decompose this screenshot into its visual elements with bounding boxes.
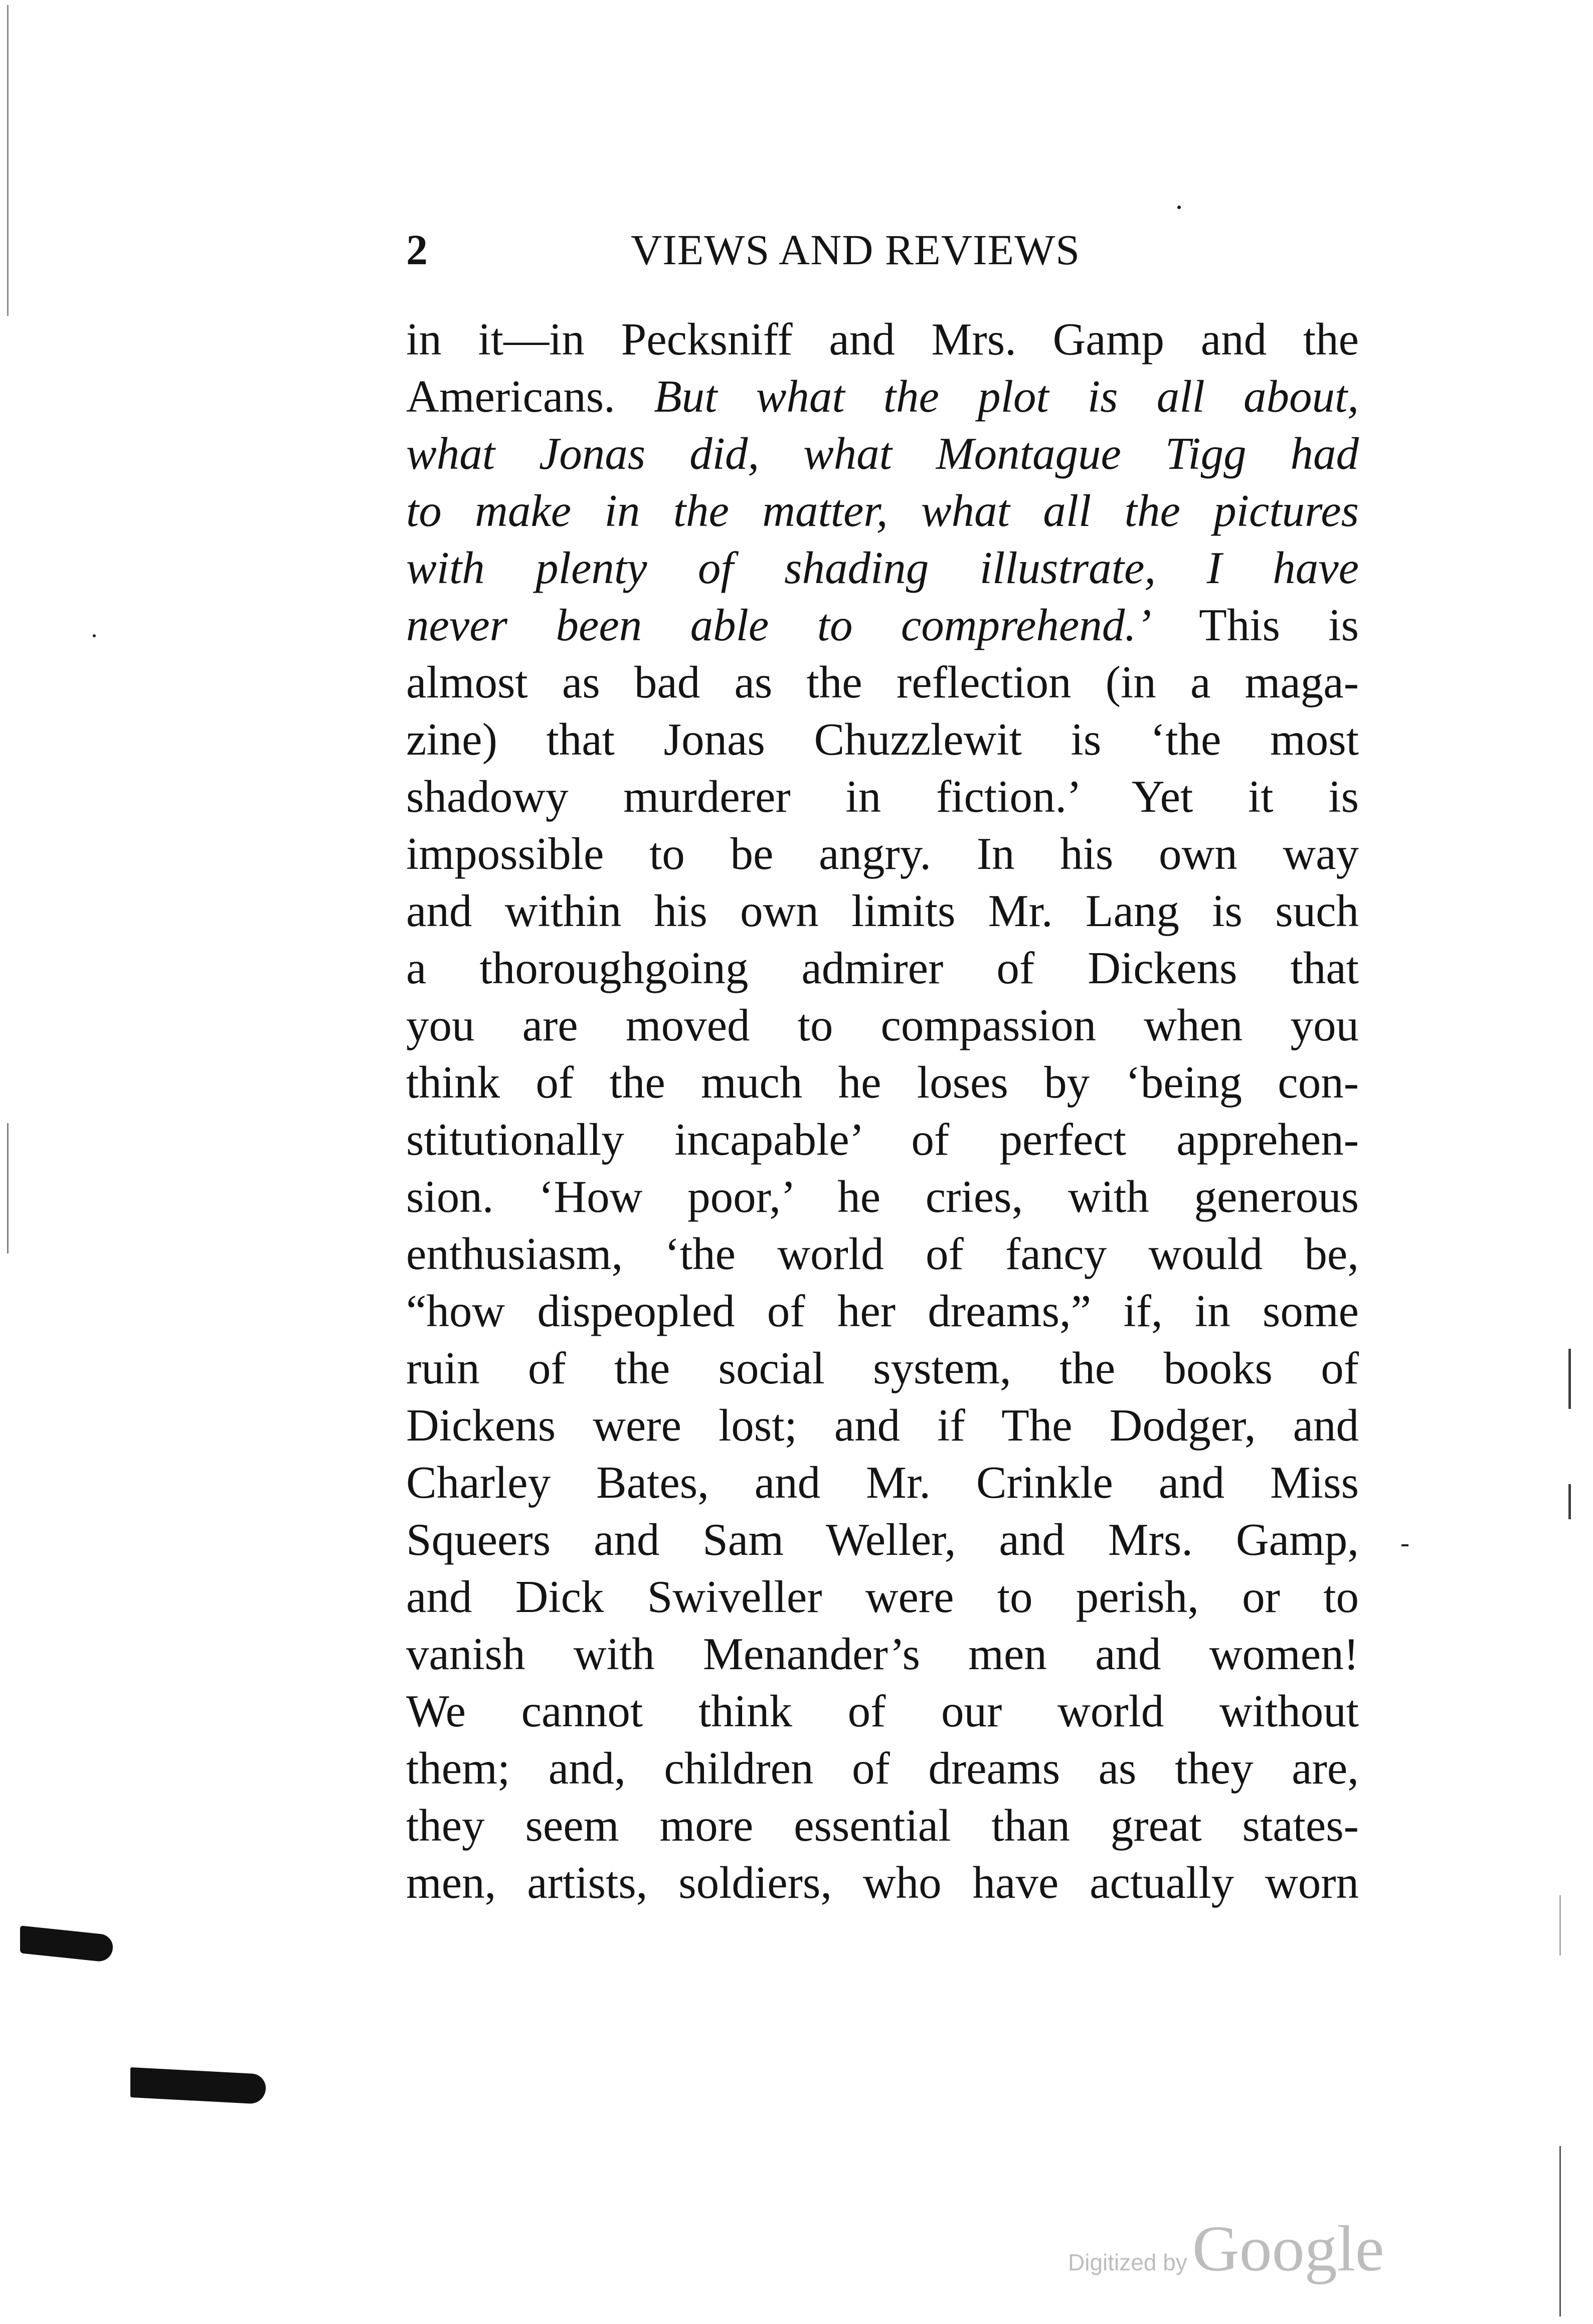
scan-edge-line-right-mid (1568, 1484, 1571, 1519)
text-line: Squeers and Sam Weller, and Mrs. Gamp, (406, 1514, 1359, 1565)
text-line: We cannot think of our world without (406, 1686, 1359, 1736)
text-line: Charley Bates, and Mr. Crinkle and Miss (406, 1457, 1359, 1508)
scan-edge-line-left-lower (7, 1123, 9, 1254)
ink-blot-left (20, 1925, 113, 1962)
running-head (406, 220, 1138, 280)
text-line: vanish with Menander’s men and women! (406, 1629, 1359, 1679)
text-line: with plenty of shading illustrate, I have (406, 543, 1359, 593)
scan-speck (93, 634, 96, 637)
text-line: “how dispeopled of her dreams,” if, in some (406, 1286, 1359, 1336)
text-line: and Dick Swiveller were to perish, or to (406, 1571, 1359, 1622)
text-line: almost as bad as the reflection (in a maga- (406, 657, 1359, 707)
text-line: they seem more essential than great states- (406, 1800, 1359, 1851)
body-text (406, 311, 1359, 1911)
scan-edge-line-right (1568, 1349, 1571, 1409)
google-logo: Google (1192, 2213, 1384, 2285)
text-line: never been able to comprehend.’ This is (406, 600, 1359, 650)
scan-edge-line-right-lower (1559, 1895, 1561, 1955)
text-line: sion. ‘How poor,’ he cries, with generous (406, 1171, 1359, 1222)
running-title: VIEWS AND REVIEWS (631, 226, 1081, 274)
page-number: 2 (406, 226, 428, 274)
scan-edge-line-right-bottom (1559, 2146, 1561, 2316)
scan-edge-line-left (7, 5, 9, 316)
scan-speck (1401, 1544, 1408, 1546)
ink-blot-left-lower (130, 2067, 266, 2104)
text-line: you are moved to compassion when you (406, 1000, 1359, 1050)
text-line: and within his own limits Mr. Lang is such (406, 885, 1359, 936)
text-line: zine) that Jonas Chuzzlewit is ‘the most (406, 714, 1359, 765)
text-line: think of the much he loses by ‘being con- (406, 1057, 1359, 1108)
watermark-prefix: Digitized by (1068, 2249, 1187, 2275)
digitized-watermark (1068, 2211, 1384, 2301)
scan-speck (1177, 206, 1181, 209)
text-line: shadowy murderer in fiction.’ Yet it is (406, 771, 1359, 822)
text-line: enthusiasm, ‘the world of fancy would be, (406, 1228, 1359, 1279)
text-line: to make in the matter, what all the pictures (406, 485, 1359, 536)
text-line: what Jonas did, what Montague Tigg had (406, 428, 1359, 479)
text-line: Americans. But what the plot is all about, (406, 371, 1359, 422)
text-line: them; and, children of dreams as they are, (406, 1743, 1359, 1794)
text-line: stitutionally incapable’ of perfect apprehen- (406, 1114, 1359, 1165)
text-line: in it—in Pecksniff and Mrs. Gamp and the (406, 314, 1359, 365)
text-line: a thoroughgoing admirer of Dickens that (406, 943, 1359, 993)
text-line: men, artists, soldiers, who have actually worn (406, 1857, 1359, 1908)
text-line: Dickens were lost; and if The Dodger, and (406, 1400, 1359, 1451)
text-line: ruin of the social system, the books of (406, 1343, 1359, 1393)
text-line: impossible to be angry. In his own way (406, 828, 1359, 879)
